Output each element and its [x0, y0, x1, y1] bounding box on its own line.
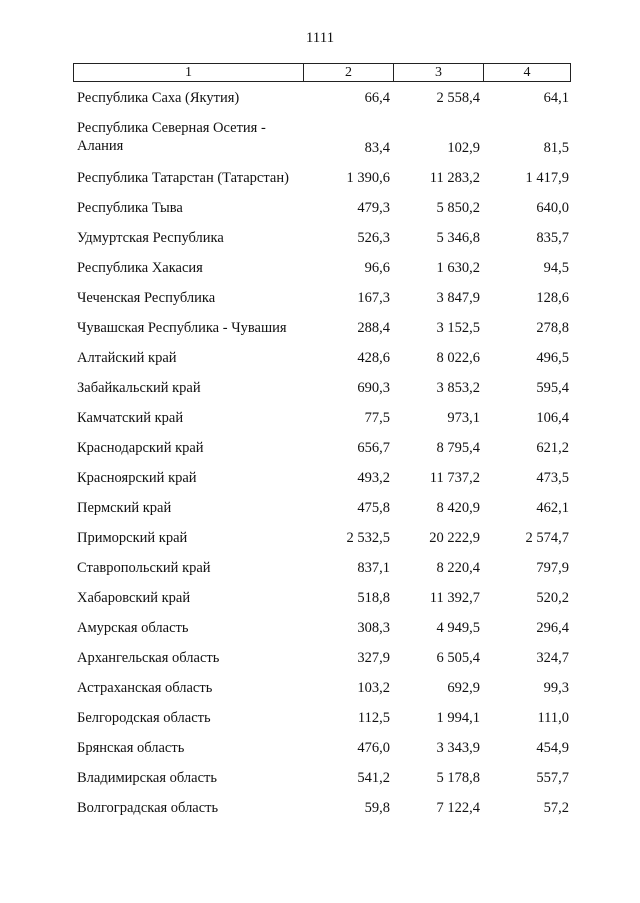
value-col-3: 3 152,5	[436, 320, 480, 336]
value-col-2: 476,0	[357, 740, 390, 756]
table-row	[0, 702, 640, 732]
table-row	[0, 552, 640, 582]
value-col-4: 496,5	[536, 350, 569, 366]
region-name: Архангельская область	[77, 650, 220, 666]
region-name: Хабаровский край	[77, 590, 191, 606]
value-col-3: 6 505,4	[436, 650, 480, 666]
value-col-3: 3 853,2	[436, 380, 480, 396]
value-col-3: 20 222,9	[429, 530, 480, 546]
value-col-4: 111,0	[537, 710, 569, 726]
table-row	[0, 252, 640, 282]
region-name: Пермский край	[77, 500, 172, 516]
value-col-3: 3 343,9	[436, 740, 480, 756]
value-col-3: 973,1	[447, 410, 480, 426]
value-col-2: 288,4	[357, 320, 390, 336]
value-col-2: 83,4	[364, 140, 390, 156]
value-col-4: 473,5	[536, 470, 569, 486]
value-col-4: 2 574,7	[525, 530, 569, 546]
region-name: Республика Тыва	[77, 200, 183, 216]
region-name: Красноярский край	[77, 470, 197, 486]
table-row	[0, 192, 640, 222]
value-col-4: 835,7	[536, 230, 569, 246]
table-row	[0, 342, 640, 372]
value-col-4: 57,2	[543, 800, 569, 816]
table-row	[0, 732, 640, 762]
value-col-2: 479,3	[357, 200, 390, 216]
region-name: Удмуртская Республика	[77, 230, 224, 246]
value-col-4: 106,4	[536, 410, 569, 426]
table-row	[0, 372, 640, 402]
value-col-2: 493,2	[357, 470, 390, 486]
value-col-2: 59,8	[364, 800, 390, 816]
value-col-4: 621,2	[536, 440, 569, 456]
value-col-4: 296,4	[536, 620, 569, 636]
value-col-2: 518,8	[357, 590, 390, 606]
value-col-3: 11 392,7	[429, 590, 480, 606]
region-name: Краснодарский край	[77, 440, 204, 456]
value-col-2: 526,3	[357, 230, 390, 246]
value-col-2: 66,4	[364, 90, 390, 106]
region-name: Республика Хакасия	[77, 260, 203, 276]
value-col-4: 64,1	[543, 90, 569, 106]
region-name: Алтайский край	[77, 350, 177, 366]
table-row	[0, 222, 640, 252]
value-col-2: 2 532,5	[346, 530, 390, 546]
region-name: Приморский край	[77, 530, 188, 546]
column-header-1: 1	[74, 64, 304, 82]
value-col-3: 5 850,2	[436, 200, 480, 216]
region-name: Забайкальский край	[77, 380, 201, 396]
table-row	[0, 612, 640, 642]
value-col-3: 11 283,2	[429, 170, 480, 186]
value-col-4: 557,7	[536, 770, 569, 786]
table-row	[0, 462, 640, 492]
value-col-4: 595,4	[536, 380, 569, 396]
value-col-3: 8 220,4	[436, 560, 480, 576]
region-name: Камчатский край	[77, 410, 184, 426]
table-row	[0, 432, 640, 462]
table-row	[0, 492, 640, 522]
region-name: Белгородская область	[77, 710, 211, 726]
value-col-4: 94,5	[543, 260, 569, 276]
value-col-3: 3 847,9	[436, 290, 480, 306]
value-col-4: 454,9	[536, 740, 569, 756]
value-col-2: 327,9	[357, 650, 390, 666]
value-col-3: 4 949,5	[436, 620, 480, 636]
value-col-2: 77,5	[364, 410, 390, 426]
region-name: Астраханская область	[77, 680, 213, 696]
table-row	[0, 112, 640, 162]
value-col-2: 656,7	[357, 440, 390, 456]
value-col-2: 112,5	[357, 710, 390, 726]
value-col-2: 690,3	[357, 380, 390, 396]
value-col-2: 167,3	[357, 290, 390, 306]
column-header-2: 2	[304, 64, 394, 82]
value-col-3: 8 795,4	[436, 440, 480, 456]
value-col-3: 692,9	[447, 680, 480, 696]
region-name: Амурская область	[77, 620, 189, 636]
table-row	[0, 162, 640, 192]
table-row	[0, 762, 640, 792]
region-name: Чеченская Республика	[77, 290, 216, 306]
column-header-row	[74, 64, 571, 82]
table-row	[0, 582, 640, 612]
value-col-3: 11 737,2	[429, 470, 480, 486]
value-col-4: 797,9	[536, 560, 569, 576]
region-name: Республика Татарстан (Татарстан)	[77, 170, 289, 186]
region-name: Волгоградская область	[77, 800, 219, 816]
value-col-4: 128,6	[536, 290, 569, 306]
region-name: Владимирская область	[77, 770, 217, 786]
value-col-3: 5 178,8	[436, 770, 480, 786]
region-name: Республика Саха (Якутия)	[77, 90, 240, 106]
value-col-4: 278,8	[536, 320, 569, 336]
table-row	[0, 672, 640, 702]
region-name: Брянская область	[77, 740, 185, 756]
column-header-table	[73, 63, 571, 82]
value-col-2: 1 390,6	[346, 170, 390, 186]
column-header-4: 4	[484, 64, 571, 82]
table-row	[0, 792, 640, 822]
table-row	[0, 402, 640, 432]
region-name: Ставропольский край	[77, 560, 211, 576]
value-col-4: 1 417,9	[525, 170, 569, 186]
value-col-2: 103,2	[357, 680, 390, 696]
value-col-3: 2 558,4	[436, 90, 480, 106]
value-col-2: 837,1	[357, 560, 390, 576]
value-col-4: 99,3	[543, 680, 569, 696]
column-header-3: 3	[394, 64, 484, 82]
value-col-4: 520,2	[536, 590, 569, 606]
page-number: 1111	[305, 30, 335, 46]
table-row	[0, 312, 640, 342]
region-name: Чувашская Республика - Чувашия	[77, 320, 287, 336]
value-col-4: 81,5	[543, 140, 569, 156]
value-col-3: 7 122,4	[436, 800, 480, 816]
value-col-3: 102,9	[447, 140, 480, 156]
value-col-2: 541,2	[357, 770, 390, 786]
table-row	[0, 282, 640, 312]
table-row	[0, 522, 640, 552]
value-col-3: 8 420,9	[436, 500, 480, 516]
region-name: Республика Северная Осетия - Алания	[77, 120, 266, 154]
value-col-3: 1 994,1	[436, 710, 480, 726]
value-col-4: 640,0	[536, 200, 569, 216]
value-col-4: 324,7	[536, 650, 569, 666]
value-col-3: 8 022,6	[436, 350, 480, 366]
value-col-2: 96,6	[364, 260, 390, 276]
value-col-3: 5 346,8	[436, 230, 480, 246]
value-col-2: 475,8	[357, 500, 390, 516]
table-body	[0, 82, 640, 822]
value-col-2: 308,3	[357, 620, 390, 636]
table-row	[0, 642, 640, 672]
table-row	[0, 82, 640, 112]
value-col-4: 462,1	[536, 500, 569, 516]
value-col-3: 1 630,2	[436, 260, 480, 276]
value-col-2: 428,6	[357, 350, 390, 366]
